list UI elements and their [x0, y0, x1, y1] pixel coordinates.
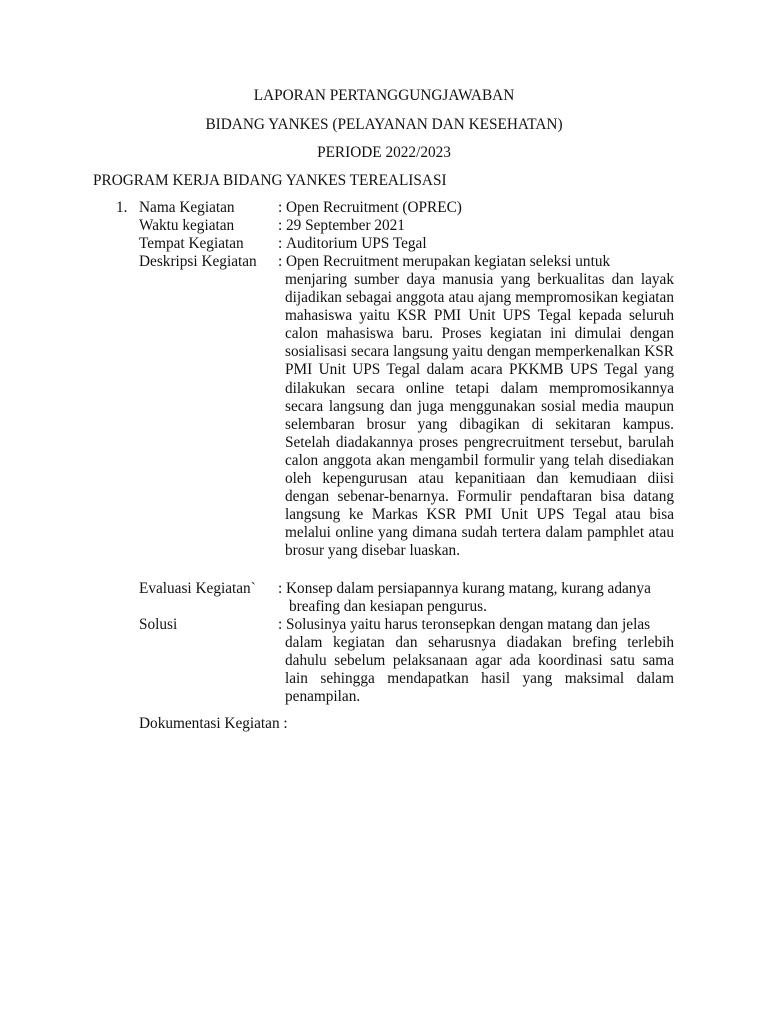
report-period: PERIODE 2022/2023 — [317, 144, 451, 161]
field-colon: : — [278, 217, 283, 234]
field-colon: : — [278, 616, 283, 633]
deskripsi-paragraph: menjaring sumber daya manusia yang berkualitas dan layak dijadikan sebagai anggota atau ajang mempromosikan kegiatan mahasiswa yaitu KSR PMI Unit UPS Tegal kepada seluruh calon mahasiswa baru. Proses kegiatan ini dimulai dengan sosialisasi secara langsung yaitu dengan memperkenalkan KSR PMI Unit UPS Tegal dalam acara PKKMB UPS Tegal yang dilakukan secara online tetapi dalam mempromosikannya secara langsung dan juga menggunakan sosial media maupun selembaran brosur yang dibagikan di sekitaran kampus. Setelah diadakannya proses pengrecruitment tersebut, barulah calon anggota akan mengambil formulir yang telah disediakan oleh kepengurusan atau kepanitiaan dan kemudiaan diisi dengan sebenar-benarnya. Formulir pendaftaran bisa datang langsung ke Markas KSR PMI Unit UPS Tegal atau bisa melalui online yang dimana sudah tertera dalam pamphlet atau brosur yang disebar luaskan. — [285, 271, 674, 560]
field-label: Waktu kegiatan — [139, 217, 235, 234]
field-value: Auditorium UPS Tegal — [286, 235, 427, 252]
field-label: Dokumentasi Kegiatan : — [139, 715, 288, 732]
section-heading: PROGRAM KERJA BIDANG YANKES TEREALISASI — [93, 172, 447, 189]
field-value-first-line: Solusinya yaitu harus teronsepkan dengan matang dan jelas — [286, 616, 651, 633]
field-colon: : — [278, 253, 283, 270]
field-value: Open Recruitment (OPREC) — [286, 199, 462, 216]
field-colon: : — [278, 199, 283, 216]
field-label: Evaluasi Kegiatan` — [139, 580, 256, 597]
field-label: Nama Kegiatan — [139, 199, 235, 216]
field-colon: : — [278, 580, 283, 597]
evaluasi-paragraph: breafing dan kesiapan pengurus. — [289, 598, 487, 615]
field-label: Solusi — [139, 616, 178, 633]
solusi-paragraph: dalam kegiatan dan seharusnya diadakan brefing terlebih dahulu sebelum pelaksanaan agar ada koordinasi satu sama lain sehingga mendapatkan hasil yang maksimal dalam penampilan. — [285, 634, 674, 706]
item-number: 1. — [116, 199, 128, 216]
field-colon: : — [278, 235, 283, 252]
field-label: Deskripsi Kegiatan — [139, 253, 257, 270]
field-value-first-line: Konsep dalam persiapannya kurang matang, kurang adanya — [286, 580, 651, 597]
field-label: Tempat Kegiatan — [139, 235, 244, 252]
report-subtitle: BIDANG YANKES (PELAYANAN DAN KESEHATAN) — [205, 116, 563, 133]
field-value: 29 September 2021 — [286, 217, 405, 234]
report-title: LAPORAN PERTANGGUNGJAWABAN — [253, 87, 515, 104]
field-value-first-line: Open Recruitment merupakan kegiatan seleksi untuk — [286, 253, 611, 270]
